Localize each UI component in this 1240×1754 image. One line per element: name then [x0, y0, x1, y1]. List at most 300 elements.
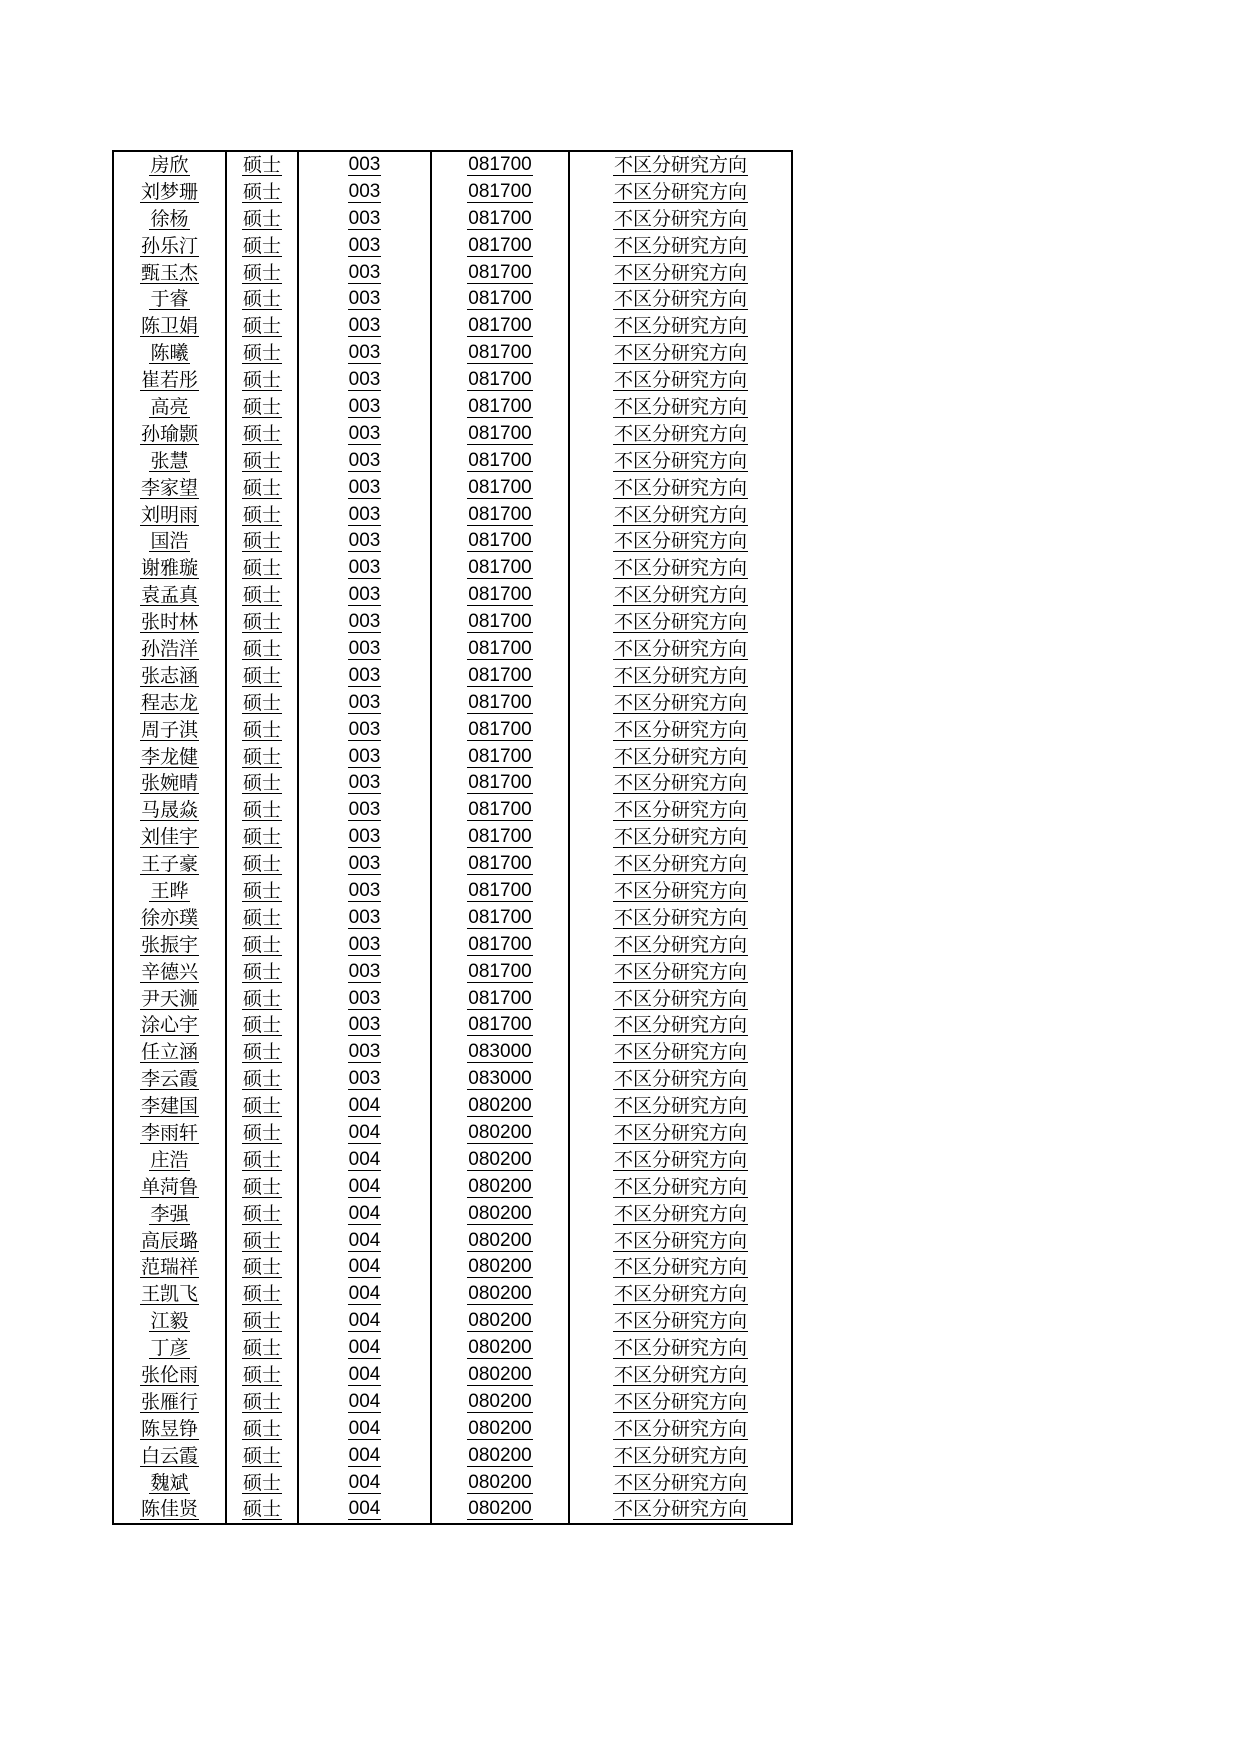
research-direction-text: 不区分研究方向	[613, 826, 747, 849]
department-code-text: 003	[348, 476, 381, 498]
department-code-text: 003	[348, 207, 381, 229]
table-row	[113, 394, 792, 421]
degree-cell	[226, 286, 298, 313]
major-code-cell	[431, 260, 569, 287]
degree-text: 硕士	[242, 1148, 281, 1171]
research-direction-cell	[569, 986, 792, 1013]
research-direction-text: 不区分研究方向	[613, 933, 747, 956]
research-direction-cell	[569, 340, 792, 367]
degree-cell	[226, 367, 298, 394]
student-name-cell	[113, 1255, 226, 1282]
department-code-text: 003	[348, 557, 381, 579]
student-name-text: 李家望	[140, 476, 198, 499]
table-row	[113, 1308, 792, 1335]
table-row	[113, 1335, 792, 1362]
degree-text: 硕士	[242, 853, 281, 876]
student-name-text: 程志龙	[140, 691, 198, 714]
degree-text: 硕士	[242, 960, 281, 983]
student-name-cell	[113, 878, 226, 905]
research-direction-cell	[569, 663, 792, 690]
research-direction-text: 不区分研究方向	[613, 1390, 747, 1413]
degree-text: 硕士	[242, 476, 281, 499]
research-direction-cell	[569, 1066, 792, 1093]
student-name-cell	[113, 179, 226, 206]
student-name-cell	[113, 959, 226, 986]
major-code-text: 081700	[468, 745, 532, 767]
research-direction-cell	[569, 475, 792, 502]
research-direction-text: 不区分研究方向	[613, 906, 747, 929]
degree-cell	[226, 179, 298, 206]
department-code-text: 004	[348, 1256, 381, 1278]
degree-text: 硕士	[242, 395, 281, 418]
student-name-cell	[113, 744, 226, 771]
student-name-cell	[113, 932, 226, 959]
research-direction-text: 不区分研究方向	[613, 1202, 747, 1225]
research-direction-cell	[569, 1147, 792, 1174]
major-code-cell	[431, 1335, 569, 1362]
table-row	[113, 770, 792, 797]
degree-cell	[226, 502, 298, 529]
major-code-text: 083000	[468, 1068, 532, 1090]
major-code-cell	[431, 797, 569, 824]
degree-text: 硕士	[242, 557, 281, 580]
table-row	[113, 1281, 792, 1308]
degree-cell	[226, 151, 298, 179]
department-code-cell	[298, 1389, 431, 1416]
degree-cell	[226, 824, 298, 851]
table-row	[113, 475, 792, 502]
research-direction-text: 不区分研究方向	[613, 153, 747, 176]
research-direction-cell	[569, 717, 792, 744]
student-name-text: 任立涵	[140, 1041, 198, 1064]
student-name-text: 陈曦	[150, 342, 189, 365]
research-direction-cell	[569, 528, 792, 555]
table-row	[113, 1362, 792, 1389]
table-row	[113, 448, 792, 475]
major-code-text: 080200	[468, 1175, 532, 1197]
table-row	[113, 1066, 792, 1093]
department-code-cell	[298, 340, 431, 367]
major-code-text: 080200	[468, 1417, 532, 1439]
major-code-text: 081700	[468, 369, 532, 391]
major-code-text: 080200	[468, 1390, 532, 1412]
research-direction-cell	[569, 1335, 792, 1362]
student-name-cell	[113, 206, 226, 233]
research-direction-cell	[569, 233, 792, 260]
research-direction-text: 不区分研究方向	[613, 476, 747, 499]
table-row	[113, 636, 792, 663]
research-direction-text: 不区分研究方向	[613, 1256, 747, 1279]
table-row	[113, 502, 792, 529]
major-code-cell	[431, 528, 569, 555]
student-name-cell	[113, 690, 226, 717]
research-direction-cell	[569, 555, 792, 582]
table-row	[113, 1228, 792, 1255]
major-code-text: 081700	[468, 987, 532, 1009]
research-direction-text: 不区分研究方向	[613, 315, 747, 338]
department-code-text: 003	[348, 288, 381, 310]
degree-cell	[226, 313, 298, 340]
major-code-cell	[431, 663, 569, 690]
major-code-cell	[431, 1362, 569, 1389]
degree-text: 硕士	[242, 745, 281, 768]
degree-cell	[226, 528, 298, 555]
department-code-text: 003	[348, 449, 381, 471]
major-code-text: 081700	[468, 342, 532, 364]
student-name-cell	[113, 286, 226, 313]
department-code-cell	[298, 555, 431, 582]
major-code-cell	[431, 367, 569, 394]
major-code-cell	[431, 206, 569, 233]
research-direction-text: 不区分研究方向	[613, 342, 747, 365]
department-code-text: 004	[348, 1471, 381, 1493]
research-direction-text: 不区分研究方向	[613, 1041, 747, 1064]
department-code-cell	[298, 1335, 431, 1362]
degree-cell	[226, 797, 298, 824]
table-row	[113, 1201, 792, 1228]
degree-cell	[226, 609, 298, 636]
student-name-cell	[113, 1120, 226, 1147]
student-name-cell	[113, 340, 226, 367]
student-name-text: 江毅	[150, 1310, 189, 1333]
major-code-cell	[431, 1389, 569, 1416]
research-direction-cell	[569, 905, 792, 932]
student-name-text: 高辰璐	[140, 1229, 198, 1252]
major-code-text: 081700	[468, 799, 532, 821]
major-code-text: 080200	[468, 1095, 532, 1117]
department-code-cell	[298, 959, 431, 986]
degree-text: 硕士	[242, 799, 281, 822]
major-code-text: 083000	[468, 1041, 532, 1063]
research-direction-text: 不区分研究方向	[613, 1498, 747, 1521]
table-row	[113, 1470, 792, 1497]
department-code-text: 003	[348, 718, 381, 740]
student-name-cell	[113, 851, 226, 878]
major-code-cell	[431, 770, 569, 797]
degree-text: 硕士	[242, 503, 281, 526]
degree-cell	[226, 475, 298, 502]
student-name-text: 辛德兴	[140, 960, 198, 983]
research-direction-cell	[569, 1093, 792, 1120]
department-code-cell	[298, 502, 431, 529]
research-direction-cell	[569, 1362, 792, 1389]
student-name-text: 高亮	[150, 395, 189, 418]
research-direction-text: 不区分研究方向	[613, 853, 747, 876]
major-code-cell	[431, 151, 569, 179]
student-name-text: 张雁行	[140, 1390, 198, 1413]
student-name-text: 房欣	[150, 153, 189, 176]
degree-cell	[226, 1497, 298, 1525]
student-name-cell	[113, 1228, 226, 1255]
research-direction-text: 不区分研究方向	[613, 503, 747, 526]
degree-cell	[226, 1120, 298, 1147]
department-code-cell	[298, 1281, 431, 1308]
student-name-cell	[113, 448, 226, 475]
department-code-cell	[298, 932, 431, 959]
student-name-text: 张志涵	[140, 664, 198, 687]
research-direction-cell	[569, 582, 792, 609]
student-name-text: 袁孟真	[140, 584, 198, 607]
student-name-text: 周子淇	[140, 718, 198, 741]
research-direction-cell	[569, 690, 792, 717]
degree-cell	[226, 394, 298, 421]
major-code-text: 081700	[468, 611, 532, 633]
degree-cell	[226, 1147, 298, 1174]
student-name-text: 王凯飞	[140, 1283, 198, 1306]
department-code-cell	[298, 394, 431, 421]
department-code-text: 003	[348, 584, 381, 606]
department-code-text: 004	[348, 1337, 381, 1359]
major-code-text: 081700	[468, 422, 532, 444]
degree-cell	[226, 1335, 298, 1362]
research-direction-cell	[569, 609, 792, 636]
department-code-text: 004	[348, 1444, 381, 1466]
research-direction-text: 不区分研究方向	[613, 691, 747, 714]
research-direction-text: 不区分研究方向	[613, 557, 747, 580]
degree-cell	[226, 932, 298, 959]
student-name-text: 李云霞	[140, 1068, 198, 1091]
research-direction-text: 不区分研究方向	[613, 1229, 747, 1252]
table-row	[113, 663, 792, 690]
table-row	[113, 528, 792, 555]
student-name-text: 李雨轩	[140, 1122, 198, 1144]
table-row	[113, 206, 792, 233]
student-name-cell	[113, 151, 226, 179]
major-code-text: 081700	[468, 637, 532, 659]
student-name-cell	[113, 582, 226, 609]
student-name-cell	[113, 313, 226, 340]
degree-text: 硕士	[242, 637, 281, 660]
degree-text: 硕士	[242, 584, 281, 607]
degree-cell	[226, 1093, 298, 1120]
student-name-cell	[113, 1443, 226, 1470]
student-name-text: 范瑞祥	[140, 1256, 198, 1279]
major-code-text: 081700	[468, 449, 532, 471]
student-name-text: 李建国	[140, 1095, 198, 1118]
degree-text: 硕士	[242, 369, 281, 392]
major-code-cell	[431, 1201, 569, 1228]
department-code-cell	[298, 986, 431, 1013]
table-row	[113, 260, 792, 287]
degree-text: 硕士	[242, 1175, 281, 1198]
research-direction-text: 不区分研究方向	[613, 422, 747, 445]
student-name-text: 孙浩洋	[140, 637, 198, 660]
department-code-cell	[298, 1255, 431, 1282]
major-code-cell	[431, 959, 569, 986]
major-code-text: 081700	[468, 557, 532, 579]
research-direction-text: 不区分研究方向	[613, 1175, 747, 1198]
department-code-text: 003	[348, 826, 381, 848]
table-row	[113, 1013, 792, 1040]
degree-text: 硕士	[242, 449, 281, 472]
major-code-text: 081700	[468, 234, 532, 256]
department-code-text: 003	[348, 1041, 381, 1063]
degree-cell	[226, 744, 298, 771]
major-code-cell	[431, 179, 569, 206]
degree-cell	[226, 878, 298, 905]
major-code-cell	[431, 636, 569, 663]
student-name-text: 刘明雨	[140, 503, 198, 526]
student-name-cell	[113, 233, 226, 260]
admission-table	[112, 150, 793, 1525]
department-code-cell	[298, 851, 431, 878]
major-code-text: 081700	[468, 584, 532, 606]
major-code-text: 081700	[468, 853, 532, 875]
student-name-text: 单菏鲁	[140, 1175, 198, 1198]
research-direction-cell	[569, 797, 792, 824]
major-code-text: 081700	[468, 772, 532, 794]
degree-cell	[226, 690, 298, 717]
student-name-text: 马晟焱	[140, 799, 198, 822]
table-row	[113, 986, 792, 1013]
department-code-cell	[298, 582, 431, 609]
student-name-cell	[113, 1362, 226, 1389]
major-code-cell	[431, 905, 569, 932]
department-code-text: 003	[348, 906, 381, 928]
table-row	[113, 1255, 792, 1282]
student-name-cell	[113, 1174, 226, 1201]
research-direction-cell	[569, 1281, 792, 1308]
major-code-cell	[431, 824, 569, 851]
research-direction-text: 不区分研究方向	[613, 288, 747, 311]
degree-text: 硕士	[242, 1337, 281, 1360]
research-direction-text: 不区分研究方向	[613, 1095, 747, 1118]
department-code-cell	[298, 1416, 431, 1443]
department-code-cell	[298, 1470, 431, 1497]
department-code-text: 003	[348, 530, 381, 552]
degree-cell	[226, 582, 298, 609]
major-code-cell	[431, 1228, 569, 1255]
major-code-cell	[431, 448, 569, 475]
table-row	[113, 1389, 792, 1416]
student-name-text: 涂心宇	[140, 1014, 198, 1037]
student-name-text: 张振宇	[140, 933, 198, 956]
major-code-cell	[431, 986, 569, 1013]
table-row	[113, 421, 792, 448]
department-code-cell	[298, 1497, 431, 1525]
department-code-text: 003	[348, 395, 381, 417]
major-code-text: 081700	[468, 180, 532, 202]
major-code-cell	[431, 394, 569, 421]
department-code-text: 004	[348, 1417, 381, 1439]
student-name-cell	[113, 1066, 226, 1093]
department-code-text: 003	[348, 664, 381, 686]
department-code-cell	[298, 1201, 431, 1228]
student-name-cell	[113, 1039, 226, 1066]
degree-text: 硕士	[242, 1068, 281, 1091]
student-name-text: 谢雅璇	[140, 557, 198, 580]
research-direction-text: 不区分研究方向	[613, 611, 747, 634]
degree-cell	[226, 663, 298, 690]
degree-text: 硕士	[242, 987, 281, 1010]
department-code-text: 004	[348, 1095, 381, 1117]
department-code-text: 004	[348, 1498, 381, 1520]
student-name-cell	[113, 1416, 226, 1443]
research-direction-text: 不区分研究方向	[613, 772, 747, 795]
degree-cell	[226, 1308, 298, 1335]
degree-text: 硕士	[242, 1122, 281, 1144]
student-name-cell	[113, 1470, 226, 1497]
student-name-text: 国浩	[150, 530, 189, 553]
department-code-cell	[298, 313, 431, 340]
degree-text: 硕士	[242, 1364, 281, 1387]
table-row	[113, 744, 792, 771]
degree-text: 硕士	[242, 1444, 281, 1467]
student-name-text: 陈卫娟	[140, 315, 198, 338]
research-direction-cell	[569, 206, 792, 233]
department-code-text: 003	[348, 960, 381, 982]
student-name-cell	[113, 1497, 226, 1525]
research-direction-text: 不区分研究方向	[613, 207, 747, 230]
research-direction-cell	[569, 1255, 792, 1282]
major-code-cell	[431, 690, 569, 717]
research-direction-cell	[569, 1416, 792, 1443]
department-code-text: 003	[348, 611, 381, 633]
student-name-cell	[113, 663, 226, 690]
major-code-text: 081700	[468, 207, 532, 229]
research-direction-cell	[569, 1120, 792, 1147]
department-code-text: 003	[348, 987, 381, 1009]
research-direction-cell	[569, 878, 792, 905]
degree-cell	[226, 1281, 298, 1308]
major-code-text: 081700	[468, 960, 532, 982]
major-code-text: 081700	[468, 718, 532, 740]
student-name-text: 张婉晴	[140, 772, 198, 795]
research-direction-text: 不区分研究方向	[613, 799, 747, 822]
research-direction-text: 不区分研究方向	[613, 261, 747, 284]
student-name-text: 白云霞	[140, 1444, 198, 1467]
major-code-cell	[431, 582, 569, 609]
department-code-text: 003	[348, 879, 381, 901]
research-direction-cell	[569, 1201, 792, 1228]
degree-text: 硕士	[242, 207, 281, 230]
student-name-text: 王晔	[150, 879, 189, 902]
major-code-cell	[431, 1093, 569, 1120]
degree-cell	[226, 1389, 298, 1416]
research-direction-cell	[569, 636, 792, 663]
department-code-text: 004	[348, 1310, 381, 1332]
major-code-text: 081700	[468, 530, 532, 552]
department-code-text: 003	[348, 369, 381, 391]
major-code-text: 080200	[468, 1364, 532, 1386]
major-code-cell	[431, 1147, 569, 1174]
department-code-text: 004	[348, 1202, 381, 1224]
major-code-text: 080200	[468, 1148, 532, 1170]
research-direction-cell	[569, 770, 792, 797]
table-row	[113, 1416, 792, 1443]
department-code-text: 003	[348, 691, 381, 713]
degree-text: 硕士	[242, 315, 281, 338]
research-direction-text: 不区分研究方向	[613, 960, 747, 983]
major-code-cell	[431, 421, 569, 448]
major-code-text: 081700	[468, 153, 532, 175]
student-name-cell	[113, 770, 226, 797]
major-code-cell	[431, 609, 569, 636]
department-code-cell	[298, 1093, 431, 1120]
degree-cell	[226, 770, 298, 797]
department-code-cell	[298, 717, 431, 744]
degree-cell	[226, 986, 298, 1013]
research-direction-cell	[569, 1039, 792, 1066]
degree-cell	[226, 1228, 298, 1255]
research-direction-text: 不区分研究方向	[613, 234, 747, 257]
department-code-cell	[298, 824, 431, 851]
major-code-cell	[431, 1066, 569, 1093]
major-code-cell	[431, 1255, 569, 1282]
research-direction-text: 不区分研究方向	[613, 745, 747, 768]
table-row	[113, 717, 792, 744]
department-code-text: 004	[348, 1364, 381, 1386]
